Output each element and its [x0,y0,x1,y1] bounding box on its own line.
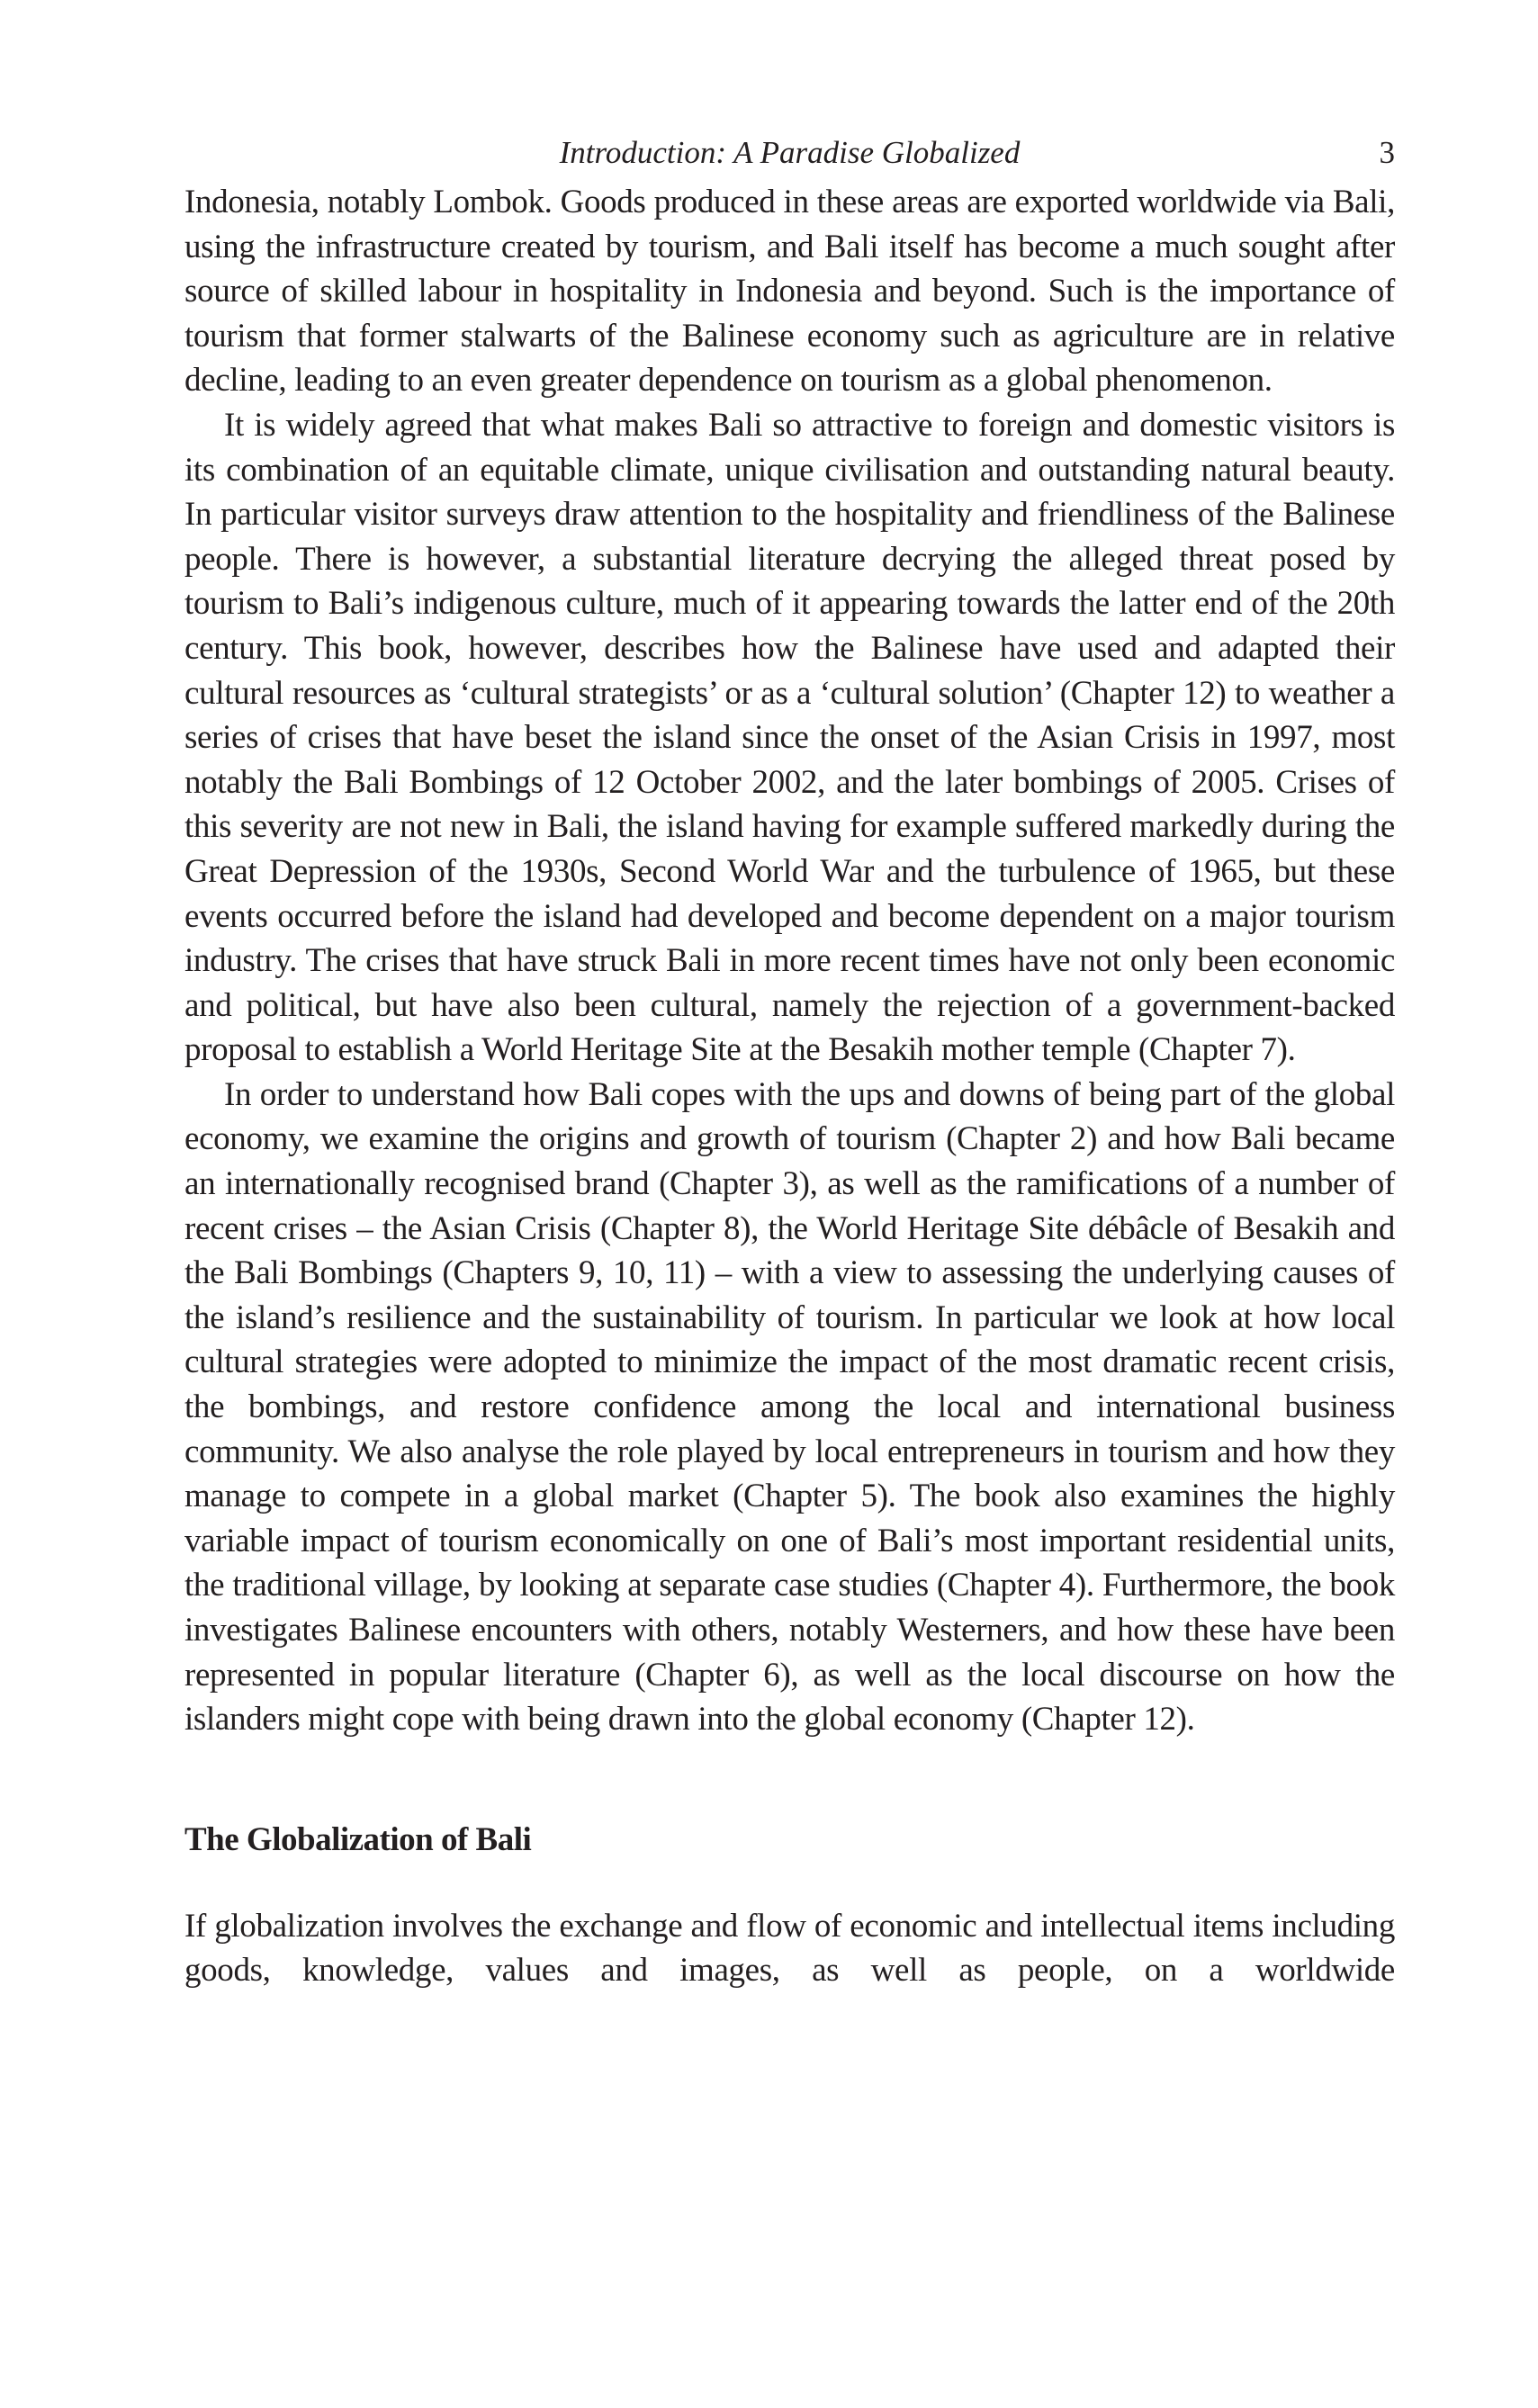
section-heading: The Globalization of Bali [184,1820,532,1858]
paragraph: In order to understand how Bali copes with the ups and downs of being part of the global economy, we examine the origins and growth of tourism (Chapter 2) and how Bali became an internationally recognised brand (Chapter 3), as well as the ramifications of a number of recent crises – the Asian Crisis (Chapter 8), the World Heritage Site débâcle of Besakih and the Bali Bombings (Chapters 9, 10, 11) – with a view to assessing the underlying causes of the island’s resilience and the sustainability of tourism. In particular we look at how local cultural strategies were adopted to minimize the impact of the most dramatic recent crisis, the bombings, and restore confidence among the local and international business community. We also analyse the role played by local entrepreneurs in tourism and how they manage to compete in a global market (Chapter 5). The book also examines the highly variable impact of tourism economically on one of Bali’s most important residential units, the traditional village, by looking at separate case studies (Chapter 4). Furthermore, the book investigates Balinese encounters with others, notably Westerners, and how these have been represented in popular literature (Chapter 6), as well as the local discourse on how the islanders might cope with being drawn into the global economy (Chapter 12). [184,1075,1395,1739]
section-body [184,1904,1395,1993]
paragraph: If globalization involves the exchange and flow of economic and intellectual items including goods, knowledge, values and images, as well as people, on a worldwide [184,1907,1395,1990]
paragraph: Indonesia, notably Lombok. Goods produced in these areas are exported worldwide via Bali, using the infrastructure created by tourism, and Bali itself has become a much sought after source of skilled labour in hospitality in Indonesia and beyond. Such is the importance of tourism that former stalwarts of the Balinese economy such as agriculture are in relative decline, leading to an even greater dependence on tourism as a global phenomenon. [184,184,1395,400]
body-text [184,180,1395,1993]
book-page [184,126,1395,1993]
running-head-title: Introduction: A Paradise Globalized [559,135,1021,170]
page-number: 3 [1379,135,1395,170]
running-head [184,126,1395,180]
paragraph: It is widely agreed that what makes Bali so attractive to foreign and domestic visitors is its combination of an equitable climate, unique civilisation and outstanding natural beauty. In particular visitor surveys draw attention to the hospitality and friendliness of the Balinese people. There is however, a substantial literature decrying the alleged threat posed by tourism to Bali’s indigenous culture, much of it appearing towards the latter end of the 20th century. This book, however, describes how the Balinese have used and adapted their cultural resources as ‘cultural strategists’ or as a ‘cultural solution’ (Chapter 12) to weather a series of crises that have beset the island since the onset of the Asian Crisis in 1997, most notably the Bali Bombings of 12 October 2002, and the later bombings of 2005. Crises of this severity are not new in Bali, the island having for example suffered markedly during the Great Depression of the 1930s, Second World War and the turbulence of 1965, but these events occurred before the island had developed and become dependent on a major tourism industry. The crises that have struck Bali in more recent times have not only been economic and political, but have also been cultural, namely the rejection of a government-backed proposal to establish a World Heritage Site at the Besakih mother temple (Chapter 7). [184,406,1395,1069]
